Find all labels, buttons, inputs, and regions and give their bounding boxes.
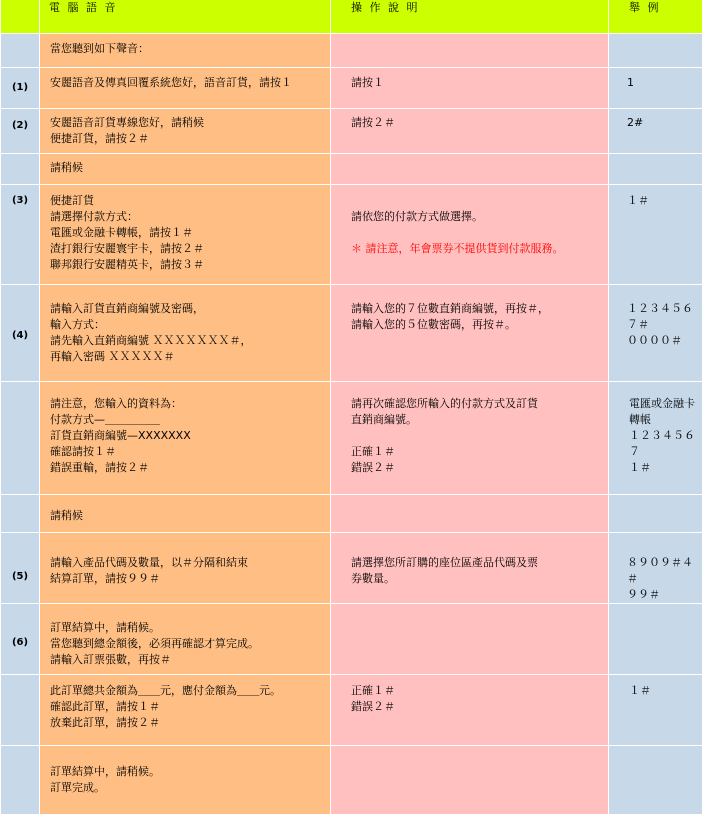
operation-instruction [331, 604, 609, 675]
table-row [1, 68, 702, 109]
row-number [1, 34, 40, 68]
table-row [1, 382, 702, 495]
example-input: １＃ [609, 675, 702, 746]
row-number: (6) [1, 604, 40, 675]
operation-instruction: 正確１＃ 錯誤２＃ [331, 675, 609, 746]
example-input: １＃ [609, 185, 702, 285]
voice-prompt: 請輸入產品代碼及數量，以＃分隔和結束 結算訂單，請按９９＃ [40, 533, 331, 604]
voice-prompt: 請輸入訂貨直銷商編號及密碼， 輸入方式： 請先輸入直銷商編號 ＸＸＸＸＸＸＸ＃， 再輸入密碼 ＸＸＸＸＸ＃ [40, 285, 331, 382]
operation-instruction [331, 154, 609, 185]
example-input: ８９０９＃４＃ ９９＃ [609, 533, 702, 604]
voice-prompt: 安麗語音及傳真回覆系統您好，語音訂貨，請按１ [40, 68, 331, 109]
operation-instruction: 請再次確認您所輸入的付款方式及訂貨 直銷商編號。 正確１＃ 錯誤２＃ [331, 382, 609, 495]
voice-ordering-table [1, 0, 702, 815]
row-number: (3) [1, 185, 40, 285]
row-number: (1) [1, 68, 40, 109]
table-row [1, 604, 702, 675]
table-row [1, 154, 702, 185]
row-number: (4) [1, 285, 40, 382]
header-operation: 操 作 說 明 [331, 0, 609, 34]
table-row [1, 285, 702, 382]
row-number [1, 382, 40, 495]
header-number-cell [1, 0, 40, 34]
operation-cell [331, 185, 609, 285]
row-number [1, 675, 40, 746]
warning-note: ＊ 請注意，年會票券不提供貨到付款服務。 [351, 242, 564, 255]
table-row [1, 109, 702, 154]
example-input [609, 154, 702, 185]
voice-prompt: 當您聽到如下聲音： [40, 34, 331, 68]
voice-prompt: 此訂單總共金額為＿＿元，應付金額為＿＿元。 確認此訂單，請按１＃ 放棄此訂單，請按２＃ [40, 675, 331, 746]
voice-prompt: 請稍候 [40, 495, 331, 533]
header-example: 舉 例 [609, 0, 702, 34]
operation-instruction: 請按１ [331, 68, 609, 109]
voice-prompt: 訂單結算中，請稍候。 訂單完成。 [40, 746, 331, 815]
row-number [1, 746, 40, 815]
operation-instruction [331, 34, 609, 68]
example-input: 2# [609, 109, 702, 154]
operation-instruction: 請選擇您所訂購的座位區產品代碼及票 券數量。 [331, 533, 609, 604]
operation-instruction [331, 746, 609, 815]
table-header-row [1, 0, 702, 34]
voice-prompt: 請注意，您輸入的資料為： 付款方式—＿＿＿＿＿ 訂貨直銷商編號—XXXXXXX 確認請按１＃ 錯誤重輸，請按２＃ [40, 382, 331, 495]
example-input [609, 604, 702, 675]
table-row [1, 34, 702, 68]
example-input [609, 746, 702, 815]
table-row [1, 185, 702, 285]
header-voice: 電 腦 語 音 [40, 0, 331, 34]
example-input: 電匯或金融卡轉帳 １２３４５６７ １＃ [609, 382, 702, 495]
operation-instruction: 請按２＃ [331, 109, 609, 154]
row-number: (5) [1, 533, 40, 604]
example-input [609, 34, 702, 68]
voice-prompt: 請稍候 [40, 154, 331, 185]
row-number: (2) [1, 109, 40, 154]
voice-prompt: 安麗語音訂貨專線您好，請稍候 便捷訂貨，請按２＃ [40, 109, 331, 154]
table-row [1, 533, 702, 604]
operation-instruction [331, 495, 609, 533]
table-row [1, 746, 702, 815]
example-input: 1 [609, 68, 702, 109]
example-input: １２３４５６７＃ ００００＃ [609, 285, 702, 382]
table-row [1, 495, 702, 533]
operation-instruction: 請依您的付款方式做選擇。 [351, 210, 483, 223]
voice-prompt: 便捷訂貨 請選擇付款方式： 電匯或金融卡轉帳，請按１＃ 渣打銀行安麗寰宇卡，請按２＃ 聯邦銀行安麗精英卡，請按３＃ [40, 185, 331, 285]
operation-instruction: 請輸入您的７位數直銷商編號，再按＃， 請輸入您的５位數密碼，再按＃。 [331, 285, 609, 382]
voice-prompt: 訂單結算中，請稍候。 當您聽到總金額後，必須再確認才算完成。 請輸入訂票張數，再按＃ [40, 604, 331, 675]
row-number [1, 154, 40, 185]
example-input [609, 495, 702, 533]
table-row [1, 675, 702, 746]
row-number [1, 495, 40, 533]
